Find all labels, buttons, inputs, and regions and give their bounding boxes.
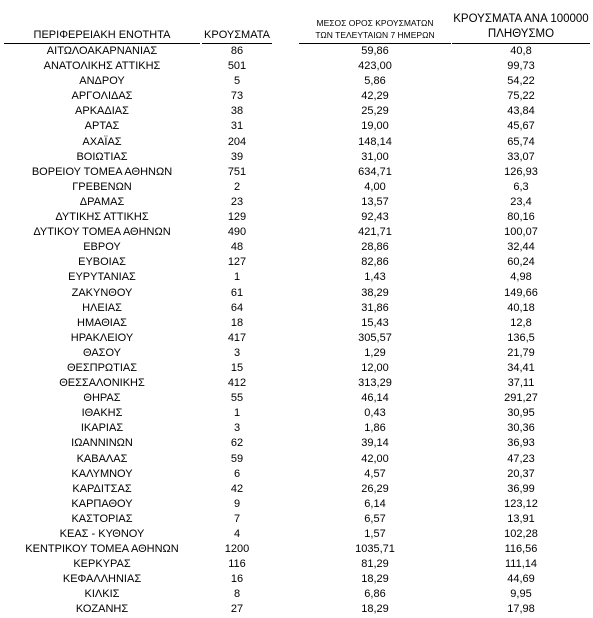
avg7-cell: 1,86 [364,422,386,435]
region-cell: ΚΙΛΚΙΣ [84,588,120,601]
cases-cell: 129 [227,211,247,224]
region-cell: ΔΥΤΙΚΟΥ ΤΟΜΕΑ ΑΘΗΝΩΝ [33,226,171,239]
cases-cell: 412 [227,377,247,390]
table-body [0,44,593,618]
cases-cell: 48 [230,241,244,254]
table-row [0,89,593,104]
avg7-cell: 42,29 [361,90,389,103]
avg7-cell: 31,00 [361,150,389,163]
avg7-cell: 82,86 [361,256,389,269]
per100k-cell: 17,98 [507,603,535,616]
table-row [0,104,593,119]
region-cell: ΚΑΡΔΙΤΣΑΣ [72,482,132,495]
header-cases-per-100k [452,12,590,42]
per100k-cell: 75,22 [507,90,535,103]
per100k-cell: 126,93 [504,165,538,178]
per100k-cell: 9,95 [510,588,532,601]
cases-cell: 2 [233,180,241,193]
table-row [0,210,593,225]
avg7-cell: 6,57 [364,512,386,525]
cases-cell: 38 [230,105,244,118]
per100k-cell: 23,4 [510,195,532,208]
header-cases: ΚΡΟΥΣΜΑΤΑ [204,29,270,41]
table-row [0,391,593,406]
table-row [0,452,593,467]
table-row [0,135,593,150]
avg7-cell: 1,43 [364,271,386,284]
cases-cell: 64 [230,301,244,314]
region-cell: ΘΑΣΟΥ [82,346,122,359]
region-cell: ΑΧΑΪΑΣ [82,135,122,148]
cases-cell: 55 [230,392,244,405]
table-row [0,512,593,527]
table-row [0,331,593,346]
region-cell: ΖΑΚΥΝΘΟΥ [71,286,133,299]
avg7-cell: 1,57 [364,528,386,540]
table-row [0,270,593,285]
per100k-cell: 100,07 [504,226,538,239]
region-cell: ΒΟΡΕΙΟΥ ΤΟΜΕΑ ΑΘΗΝΩΝ [31,165,173,178]
region-cell: ΙΚΑΡΙΑΣ [80,422,124,435]
cases-cell: 18 [230,316,244,329]
region-cell: ΗΛΕΙΑΣ [82,301,122,314]
region-cell: ΚΑΒΑΛΑΣ [76,452,128,465]
per100k-cell: 32,44 [507,241,535,254]
avg7-cell: 13,57 [361,195,389,208]
header-cases-per-100k-line2: ΠΛΗΘΥΣΜΟ [487,28,555,40]
avg7-cell: 6,14 [364,497,386,510]
per100k-cell: 37,11 [507,377,535,390]
cases-cell: 27 [230,603,244,616]
table-row [0,482,593,497]
avg7-cell: 5,86 [364,75,386,88]
per100k-cell: 45,67 [507,120,535,133]
per100k-cell: 44,69 [507,573,535,586]
table-row [0,421,593,436]
table-row [0,150,593,165]
cases-cell: 62 [230,437,244,450]
per100k-cell: 33,07 [507,150,535,163]
per100k-cell: 80,16 [507,211,535,224]
region-cell: ΓΡΕΒΕΝΩΝ [72,180,132,193]
per100k-cell: 116,56 [504,543,538,556]
cases-cell: 16 [230,573,244,586]
avg7-cell: 59,86 [361,45,389,57]
region-cell: ΕΥΡΥΤΑΝΙΑΣ [68,271,136,284]
region-cell: ΘΕΣΣΑΛΟΝΙΚΗΣ [59,377,145,390]
cases-cell: 204 [227,135,247,148]
table-row [0,316,593,331]
table-row [0,195,593,210]
cases-cell: 73 [230,90,244,103]
cases-cell: 490 [227,226,247,239]
avg7-cell: 31,86 [361,301,389,314]
region-cell: ΚΑΛΥΜΝΟΥ [71,467,133,480]
region-cell: ΚΕΝΤΡΙΚΟΥ ΤΟΜΕΑ ΑΘΗΝΩΝ [25,543,179,556]
region-cell: ΔΥΤΙΚΗΣ ΑΤΤΙΚΗΣ [55,211,149,224]
per100k-cell: 12,8 [510,316,532,329]
region-cell: ΕΒΡΟΥ [83,241,121,254]
region-cell: ΑΙΤΩΛΟΑΚΑΡΝΑΝΙΑΣ [46,45,158,57]
per100k-cell: 123,12 [504,497,538,510]
table-row [0,301,593,316]
avg7-cell: 26,29 [361,482,389,495]
table-row [0,119,593,134]
avg7-cell: 46,14 [361,392,389,405]
cases-cell: 59 [230,452,244,465]
avg7-cell: 634,71 [358,165,392,178]
table-row [0,467,593,482]
table-row [0,572,593,587]
cases-cell: 23 [230,195,244,208]
table-row [0,286,593,301]
avg7-cell: 4,57 [364,467,386,480]
per100k-cell: 36,93 [507,437,535,450]
avg7-cell: 42,00 [361,452,389,465]
table-row [0,527,593,542]
per100k-cell: 21,79 [507,346,535,359]
per100k-cell: 6,3 [513,180,529,193]
avg7-cell: 19,00 [361,120,389,133]
region-cell: ΑΝΑΤΟΛΙΚΗΣ ΑΤΤΙΚΗΣ [43,60,161,73]
region-cell: ΚΕΡΚΥΡΑΣ [73,558,131,571]
cases-cell: 86 [230,45,244,57]
avg7-cell: 6,86 [364,588,386,601]
per100k-cell: 54,22 [507,75,535,88]
table-row [0,59,593,74]
per100k-cell: 13,91 [507,512,535,525]
per100k-cell: 4,98 [510,271,532,284]
header-avg-7-days-line1: ΜΕΣΟΣ ΟΡΟΣ ΚΡΟΥΣΜΑΤΩΝ [316,18,434,28]
region-cell: ΚΑΡΠΑΘΟΥ [71,497,133,510]
cases-cell: 3 [233,422,241,435]
table-row [0,557,593,572]
per100k-cell: 60,24 [507,256,535,269]
per100k-cell: 65,74 [507,135,535,148]
per100k-cell: 149,66 [504,286,538,299]
per100k-cell: 43,84 [507,105,535,118]
cases-cell: 7 [233,512,241,525]
per100k-cell: 36,99 [507,482,535,495]
table-row [0,497,593,512]
table-row [0,542,593,557]
cases-cell: 127 [227,256,247,269]
avg7-cell: 28,86 [361,241,389,254]
per100k-cell: 30,95 [507,407,535,420]
table-row [0,406,593,421]
table-row [0,44,593,59]
region-cell: ΑΝΔΡΟΥ [79,75,125,88]
per100k-cell: 99,73 [507,60,535,73]
avg7-cell: 18,29 [361,573,389,586]
avg7-cell: 305,57 [358,331,392,344]
header-region: ΠΕΡΙΦΕΡΕΙΑΚΗ ΕΝΟΤΗΤΑ [33,29,171,41]
avg7-cell: 0,43 [364,407,386,420]
avg7-cell: 313,29 [358,377,392,390]
region-cell: ΚΕΑΣ - ΚΥΘΝΟΥ [59,528,145,540]
table-row [0,180,593,195]
cases-cell: 8 [233,588,241,601]
per100k-cell: 40,8 [510,45,532,57]
region-cell: ΚΟΖΑΝΗΣ [75,603,129,616]
table-row [0,361,593,376]
table-row [0,376,593,391]
cases-cell: 31 [230,120,244,133]
avg7-cell: 1035,71 [355,543,395,556]
region-cell: ΙΩΑΝΝΙΝΩΝ [71,437,133,450]
table-row [0,602,593,617]
cases-cell: 3 [233,346,241,359]
avg7-cell: 38,29 [361,286,389,299]
per100k-cell: 30,36 [507,422,535,435]
per100k-cell: 111,14 [504,558,537,571]
header-avg-7-days [299,17,451,41]
avg7-cell: 1,29 [364,346,386,359]
table-row [0,436,593,451]
region-cell: ΑΡΤΑΣ [84,120,120,133]
table-row [0,74,593,89]
cases-cell: 15 [230,361,244,374]
per100k-cell: 40,18 [507,301,535,314]
table-row [0,165,593,180]
region-cell: ΔΡΑΜΑΣ [79,195,125,208]
avg7-cell: 148,14 [358,135,392,148]
cases-cell: 42 [230,482,244,495]
avg7-cell: 18,29 [361,603,389,616]
avg7-cell: 25,29 [361,105,389,118]
per100k-cell: 20,37 [507,467,535,480]
cases-cell: 9 [233,497,241,510]
cases-cell: 1200 [224,543,250,556]
region-cell: ΑΡΓΟΛΙΔΑΣ [71,90,133,103]
region-cell: ΚΑΣΤΟΡΙΑΣ [71,512,133,525]
region-cell: ΕΥΒΟΙΑΣ [78,256,126,269]
per100k-cell: 47,23 [507,452,535,465]
region-cell: ΘΕΣΠΡΩΤΙΑΣ [66,361,138,374]
per100k-cell: 291,27 [504,392,538,405]
avg7-cell: 4,00 [364,180,386,193]
cases-cell: 751 [227,165,247,178]
per100k-cell: 136,5 [507,331,535,344]
avg7-cell: 421,71 [358,226,392,239]
cases-cell: 4 [233,528,241,540]
region-cell: ΙΘΑΚΗΣ [81,407,123,420]
cases-cell: 6 [233,467,241,480]
cases-cell: 116 [228,558,246,571]
cases-cell: 501 [227,60,247,73]
cases-cell: 417 [227,331,247,344]
avg7-cell: 92,43 [361,211,389,224]
table-row [0,587,593,602]
table-row [0,225,593,240]
avg7-cell: 423,00 [358,60,392,73]
table-row [0,346,593,361]
cases-cell: 5 [233,75,241,88]
cases-cell: 61 [230,286,244,299]
per100k-cell: 102,28 [504,528,538,540]
region-cell: ΗΜΑΘΙΑΣ [77,316,127,329]
region-cell: ΚΕΦΑΛΛΗΝΙΑΣ [62,573,142,586]
region-cell: ΒΟΙΩΤΙΑΣ [76,150,128,163]
avg7-cell: 12,00 [361,361,389,374]
cases-cell: 39 [230,150,244,163]
region-cell: ΗΡΑΚΛΕΙΟΥ [70,331,134,344]
cases-cell: 1 [233,407,241,420]
header-avg-7-days-line2: ΤΩΝ ΤΕΛΕΥΤΑΙΩΝ 7 ΗΜΕΡΩΝ [315,30,435,40]
table-row [0,255,593,270]
region-cell: ΑΡΚΑΔΙΑΣ [75,105,129,118]
region-cell: ΘΗΡΑΣ [83,392,121,405]
table-row [0,240,593,255]
avg7-cell: 81,29 [361,558,389,571]
cases-cell: 1 [233,271,241,284]
header-cases-per-100k-line1: ΚΡΟΥΣΜΑΤΑ ΑΝΑ 100000 [453,13,589,25]
avg7-cell: 15,43 [361,316,389,329]
per100k-cell: 34,41 [507,361,535,374]
avg7-cell: 39,14 [361,437,389,450]
